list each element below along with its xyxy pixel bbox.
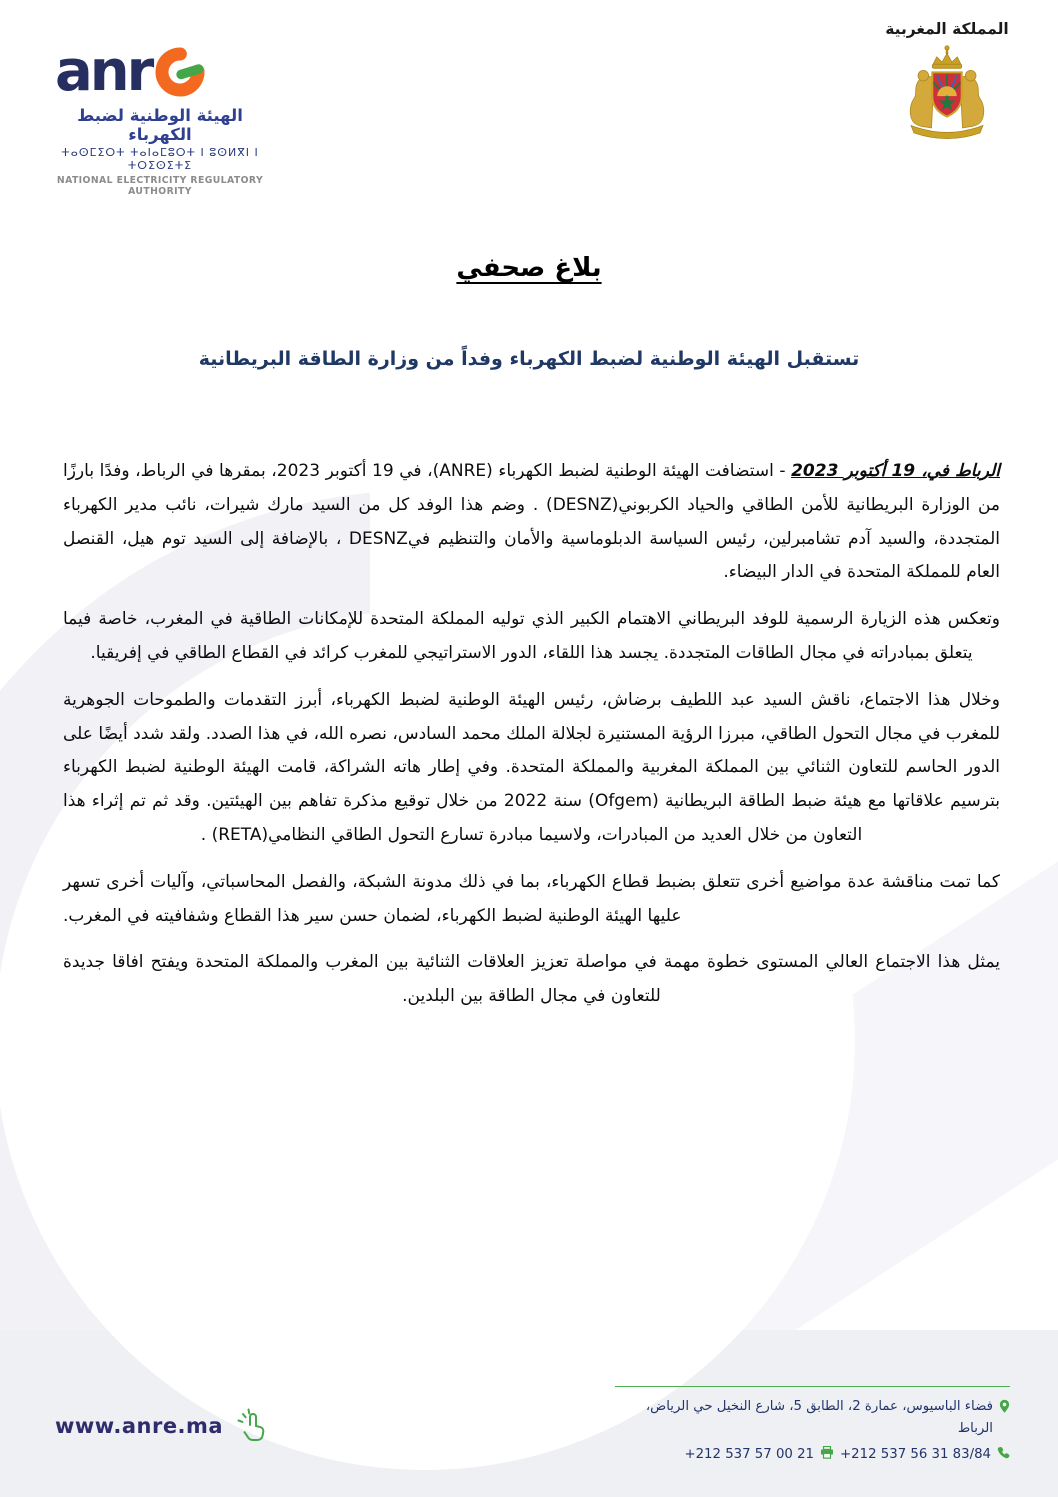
click-hand-icon — [235, 1407, 269, 1445]
press-release-title: بلاغ صحفي — [456, 253, 602, 283]
coat-of-arms-icon — [878, 42, 1016, 146]
fax-number: +212 537 57 00 21 — [684, 1446, 815, 1462]
paragraph-1-text: - استضافت الهيئة الوطنية لضبط الكهرباء (ANRE)، في 19 أكتوبر 2023، بمقرها في الرباط، وفدًا بارزًا من الوزارة البريطانية للأمن الطاقي والحياد الكربوني(DESNZ) . وضم هذا الوفد كل من السيد مارك شيرات، نائب مدير الكهرباء المتجددة، والسيد آدم تشامبرلين، رئيس السياسة الدبلوماسية والأمان والتنظيم فيDESNZ ، بالإضافة إلى السيد توم هيل، القنصل العام للمملكة المتحدة في الدار البيضاء. — [63, 461, 1001, 583]
website-link[interactable]: www.anre.ma — [55, 1414, 224, 1438]
footer — [0, 1330, 1058, 1497]
kingdom-title: المملكة المغربية — [885, 20, 1009, 38]
paragraph-2: وتعكس هذه الزيارة الرسمية للوفد البريطاني الاهتمام الكبير الذي توليه المملكة المتحدة للإمكانات الطاقية في المغرب، خاصة فيما يتعلق بمبادراته في مجال الطاقات المتجددة. يجسد هذا اللقاء، الدور الاستراتيجي للمغرب كرائد في القطاع الطاقي في إفريقيا. — [63, 609, 1000, 663]
body-text — [63, 455, 1000, 1027]
phone-number: +212 537 56 31 83/84 — [840, 1446, 991, 1462]
contact-block — [615, 1386, 1010, 1467]
footer-divider — [615, 1386, 1010, 1387]
dateline: الرباط في، 19 أكتوبر 2023 — [791, 461, 1000, 481]
location-pin-icon — [999, 1399, 1010, 1421]
logo-english-name: NATIONAL ELECTRICITY REGULATORY AUTHORITY — [56, 175, 264, 197]
paragraph-5: يمثل هذا الاجتماع العالي المستوى خطوة مهمة في مواصلة تعزيز العلاقات الثنائية بين المغرب والمملكة المتحدة ويفتح افاقا جديدة للتعاون في مجال الطاقة بين البلدين. — [63, 952, 1000, 1007]
anre-logo — [55, 39, 265, 197]
website-block — [55, 1407, 269, 1445]
printer-icon — [820, 1445, 834, 1467]
paragraph-1 — [63, 455, 1000, 590]
address-line — [615, 1396, 1010, 1440]
anre-e-icon — [154, 46, 206, 102]
paragraph-4: كما تمت مناقشة عدة مواضيع أخرى تتعلق بضبط قطاع الكهرباء، بما في ذلك مدونة الشبكة، والفصل المحاسباتي، وآليات أخرى تسهر عليها الهيئة الوطنية لضبط الكهرباء، لضمان حسن سير هذا القطاع وشفافيته في المغرب. — [63, 871, 1000, 926]
phone-icon — [997, 1445, 1010, 1467]
logo-arabic-name: الهيئة الوطنية لضبط الكهرباء — [77, 106, 243, 144]
logo-tifinagh-name: ⵜⴰⵙⵎⵉⵔⵜ ⵜⴰⵏⴰⵎⵓⵔⵜ ⵏ ⵓⵙⵍⴳⵏ ⵏ ⵜⵔⵉⵙⵉⵜⵉ — [61, 146, 259, 172]
press-release-subtitle: تستقبل الهيئة الوطنية لضبط الكهرباء وفداً من وزارة الطاقة البريطانية — [198, 348, 860, 370]
kingdom-block — [878, 20, 1016, 146]
address-text: فضاء الباسيوس، عمارة 2، الطابق 5، شارع النخيل حي الرياض، الرباط — [645, 1399, 993, 1437]
phone-line — [615, 1442, 1010, 1467]
anre-wordmark: anr — [55, 39, 152, 104]
paragraph-3: وخلال هذا الاجتماع، ناقش السيد عبد اللطيف برضاش، رئيس الهيئة الوطنية لضبط الكهرباء، أبرز التقدمات والطموحات الجوهرية للمغرب في مجال التحول الطاقي، مبرزا الرؤية المستنيرة لجلالة الملك محمد السادس، نصره الله، في هذا الصدد. ولقد شدد أيضًا على الدور الحاسم للتعاون الثنائي بين المملكة المغربية والمملكة المتحدة. وفي إطار هاته الشراكة، قامت الهيئة الوطنية لضبط الكهرباء بترسيم علاقاتها مع هيئة ضبط الطاقة البريطانية (Ofgem) سنة 2022 من خلال توقيع مذكرة تفاهم بين الهيئتين. وقد ثم تم إثراء هذا التعاون من خلال العديد من المبادرات، ولاسيما مبادرة تسارع التحول الطاقي النظامي(RETA) . — [63, 689, 1001, 845]
